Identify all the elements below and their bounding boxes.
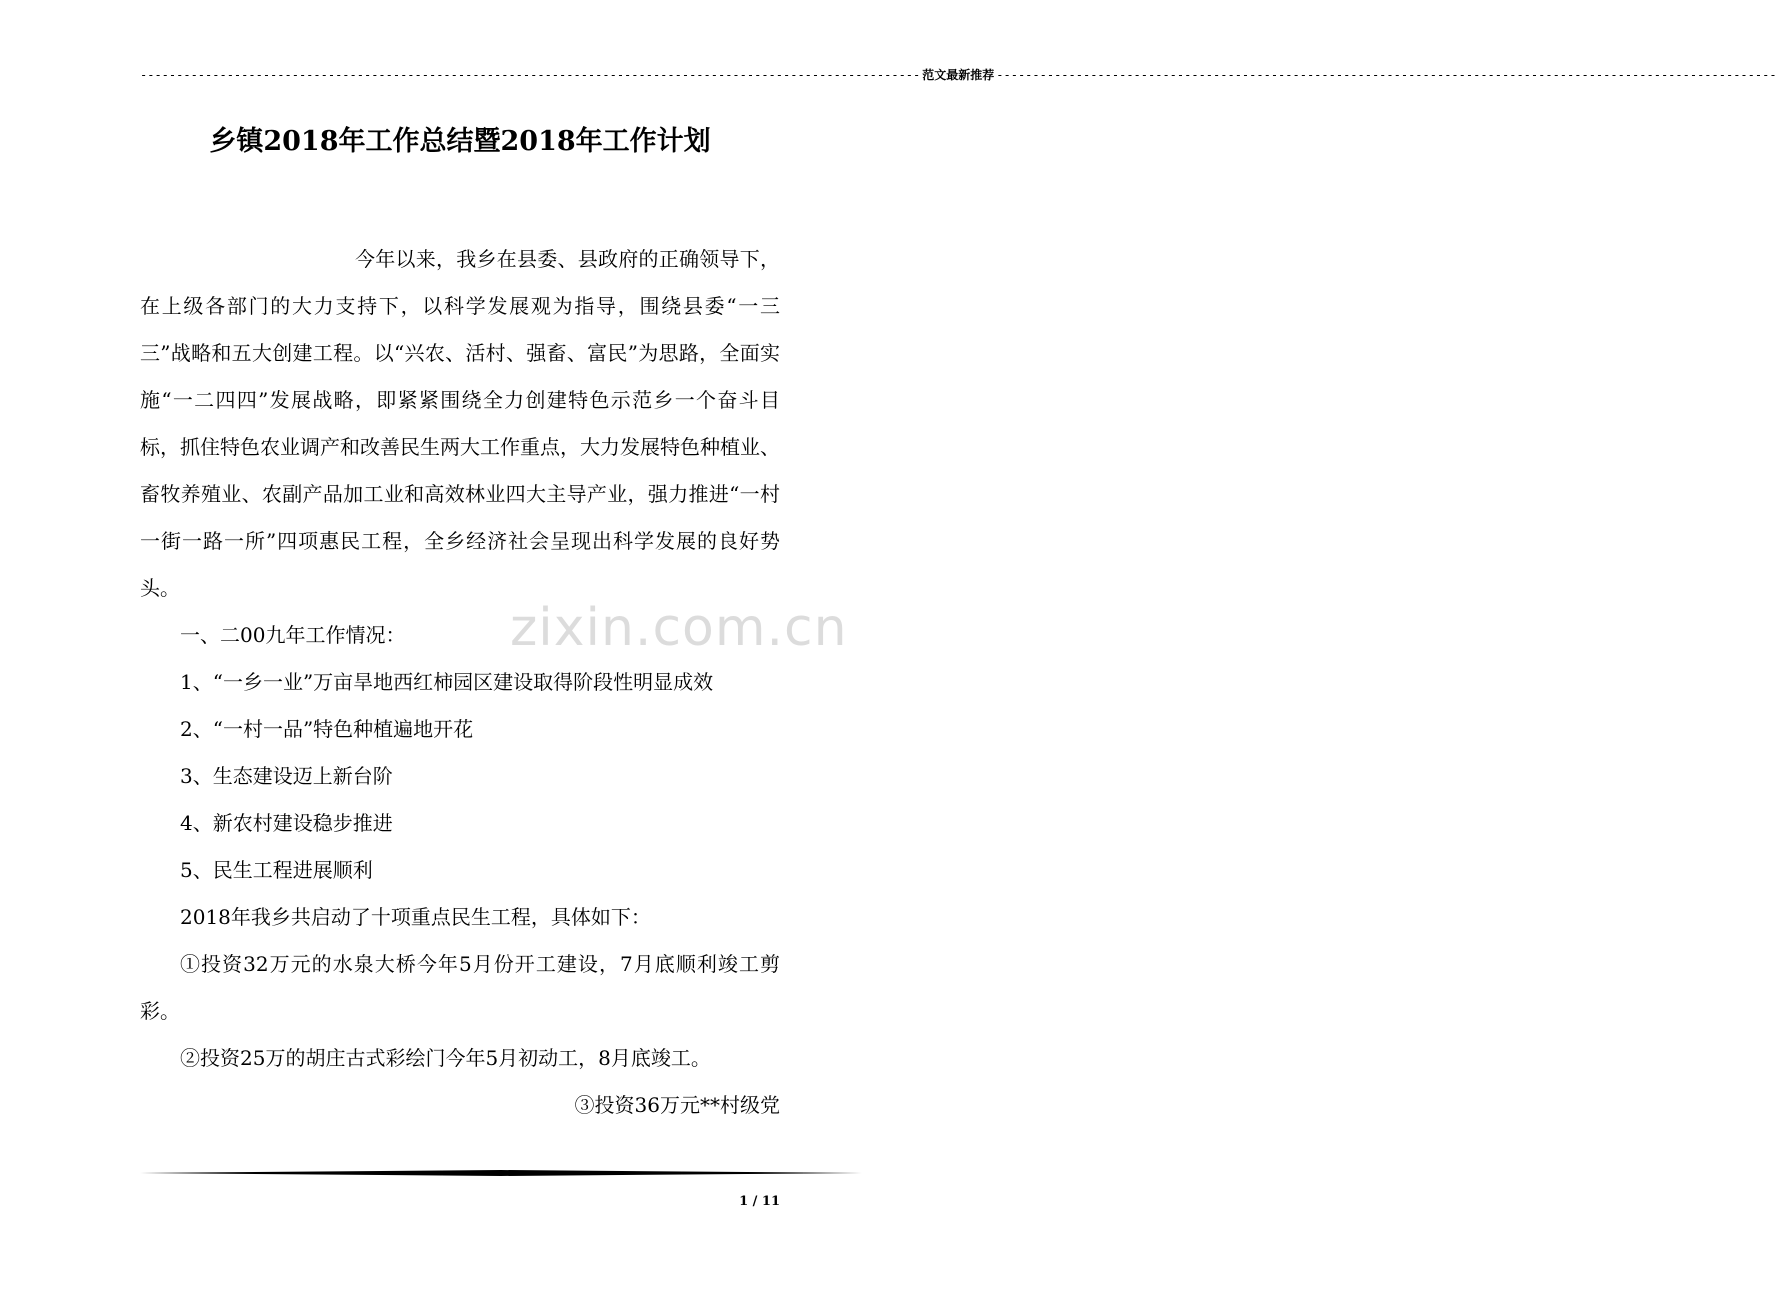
header-dashes-right: ------------------------------------------------------------------------------------------------------------ [996, 68, 1777, 82]
intro-paragraph: 今年以来，我乡在县委、县政府的正确领导下，在上级各部门的大力支持下，以科学发展观为指导，围绕县委“一三三”战略和五大创建工程。以“兴农、活村、强畜、富民”为思路，全面实施“一二四四”发展战略，即紧紧围绕全力创建特色示范乡一个奋斗目标，抓住特色农业调产和改善民生两大工作重点，大力发展特色种植业、畜牧养殖业、农副产品加工业和高效林业四大主导产业，强力推进“一村一街一路一所”四项惠民工程，全乡经济社会呈现出科学发展的良好势头。 [140, 247, 780, 600]
list-item: 2、“一村一品”特色种植遍地开花 [180, 717, 474, 741]
section-heading: 一、二00九年工作情况： [180, 623, 406, 647]
page-header [140, 66, 1777, 84]
body-paragraph: ③投资36万元**村级党 [574, 1093, 780, 1117]
page-number: 1 / 11 [739, 1194, 780, 1209]
body-paragraph: ②投资25万的胡庄古式彩绘门今年5月初动工，8月底竣工。 [180, 1046, 711, 1070]
list-item: 5、民生工程进展顺利 [180, 858, 373, 882]
watermark: zixin.com.cn [510, 598, 848, 658]
body-paragraph: ①投资32万元的水泉大桥今年5月份开工建设，7月底顺利竣工剪彩。 [140, 952, 780, 1023]
header-dashes-left: ------------------------------------------------------------------------------------------------------------ [140, 68, 921, 82]
document-body [140, 236, 780, 1129]
document-title: 乡镇2018年工作总结暨2018年工作计划 [209, 126, 711, 157]
list-item: 1、“一乡一业”万亩旱地西红柿园区建设取得阶段性明显成效 [180, 670, 714, 694]
body-paragraph: 2018年我乡共启动了十项重点民生工程，具体如下： [180, 905, 651, 929]
footer-rule [140, 1170, 862, 1176]
header-label: 范文最新推荐 [922, 68, 995, 82]
list-item: 3、生态建设迈上新台阶 [180, 764, 393, 788]
list-item: 4、新农村建设稳步推进 [180, 811, 393, 835]
